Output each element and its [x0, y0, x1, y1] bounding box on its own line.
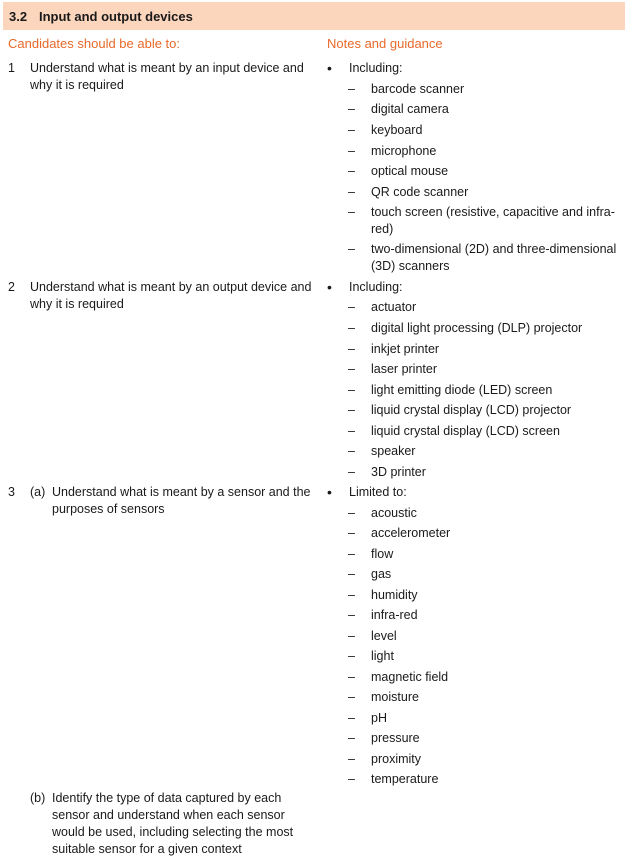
dash-icon: – — [348, 752, 355, 766]
dash-icon: – — [348, 649, 355, 663]
item-text: Identify the type of data captured by each sensor and understand when each sensor would be used, including selecting the most suitable sensor for a given context — [52, 791, 294, 856]
notes-list-item: microphone — [371, 144, 437, 158]
dash-icon: – — [348, 547, 355, 561]
bullet-icon: • — [327, 484, 332, 500]
dash-icon: – — [348, 465, 355, 479]
notes-list-item: digital camera — [371, 102, 449, 116]
notes-list-item: humidity — [371, 588, 418, 602]
dash-icon: – — [348, 690, 355, 704]
notes-list-item: moisture — [371, 690, 419, 704]
notes-list-item: flow — [371, 547, 394, 561]
right-column-heading: Notes and guidance — [327, 36, 443, 51]
notes-lead: Including: — [349, 280, 403, 294]
notes-list-item: light emitting diode (LED) screen — [371, 383, 553, 397]
item-sub-label: (b) — [30, 791, 46, 805]
notes-list-item: digital light processing (DLP) projector — [371, 321, 583, 335]
notes-list-item: gas — [371, 567, 392, 581]
dash-icon: – — [348, 123, 355, 137]
dash-icon: – — [348, 629, 355, 643]
notes-list-item: liquid crystal display (LCD) screen — [371, 424, 560, 438]
notes-list-item: temperature — [371, 772, 439, 786]
item-text: Understand what is meant by an input device and why it is required — [30, 61, 304, 92]
notes-list-item: magnetic field — [371, 670, 449, 684]
dash-icon: – — [348, 144, 355, 158]
dash-icon: – — [348, 403, 355, 417]
notes-list-item: pH — [371, 711, 387, 725]
bullet-icon: • — [327, 60, 332, 76]
notes-list-item: speaker — [371, 444, 416, 458]
dash-icon: – — [348, 362, 355, 376]
dash-icon: – — [348, 772, 355, 786]
section-title: Input and output devices — [39, 8, 193, 24]
notes-list-item: barcode scanner — [371, 82, 465, 96]
dash-icon: – — [348, 711, 355, 725]
dash-icon: – — [348, 526, 355, 540]
dash-icon: – — [348, 342, 355, 356]
notes-list-item: actuator — [371, 300, 417, 314]
dash-icon: – — [348, 731, 355, 745]
dash-icon: – — [348, 588, 355, 602]
notes-list-item: 3D printer — [371, 465, 426, 479]
dash-icon: – — [348, 506, 355, 520]
dash-icon: – — [348, 444, 355, 458]
notes-list-item: liquid crystal display (LCD) projector — [371, 403, 572, 417]
item-number: 3 — [8, 485, 15, 499]
notes-list-item: light — [371, 649, 394, 663]
dash-icon: – — [348, 383, 355, 397]
notes-list-item: QR code scanner — [371, 185, 469, 199]
dash-icon: – — [348, 242, 355, 256]
dash-icon: – — [348, 608, 355, 622]
notes-lead: Including: — [349, 61, 403, 75]
notes-list-item: keyboard — [371, 123, 423, 137]
notes-list-item: laser printer — [371, 362, 437, 376]
item-sub-label: (a) — [30, 485, 46, 499]
notes-list-item: infra-red — [371, 608, 418, 622]
dash-icon: – — [348, 321, 355, 335]
notes-list-item: touch screen (resistive, capacitive and infra-red) — [371, 205, 615, 236]
left-column-heading: Candidates should be able to: — [8, 36, 181, 51]
notes-list-item: pressure — [371, 731, 420, 745]
notes-list-item: level — [371, 629, 397, 643]
dash-icon: – — [348, 567, 355, 581]
dash-icon: – — [348, 164, 355, 178]
notes-list-item: optical mouse — [371, 164, 449, 178]
dash-icon: – — [348, 82, 355, 96]
notes-lead: Limited to: — [349, 485, 407, 499]
dash-icon: – — [348, 670, 355, 684]
notes-list-item: accelerometer — [371, 526, 451, 540]
notes-list-item: inkjet printer — [371, 342, 440, 356]
bullet-icon: • — [327, 279, 332, 295]
dash-icon: – — [348, 300, 355, 314]
item-text: Understand what is meant by an output device and why it is required — [30, 280, 312, 311]
notes-list-item: acoustic — [371, 506, 417, 520]
item-number: 2 — [8, 280, 15, 294]
item-text: Understand what is meant by a sensor and the purposes of sensors — [52, 485, 311, 516]
section-header — [3, 2, 625, 30]
dash-icon: – — [348, 205, 355, 219]
notes-list-item: two-dimensional (2D) and three-dimensional (3D) scanners — [371, 242, 617, 273]
notes-list-item: proximity — [371, 752, 422, 766]
section-number: 3.2 — [9, 8, 28, 24]
dash-icon: – — [348, 424, 355, 438]
dash-icon: – — [348, 102, 355, 116]
dash-icon: – — [348, 185, 355, 199]
item-number: 1 — [8, 61, 15, 75]
